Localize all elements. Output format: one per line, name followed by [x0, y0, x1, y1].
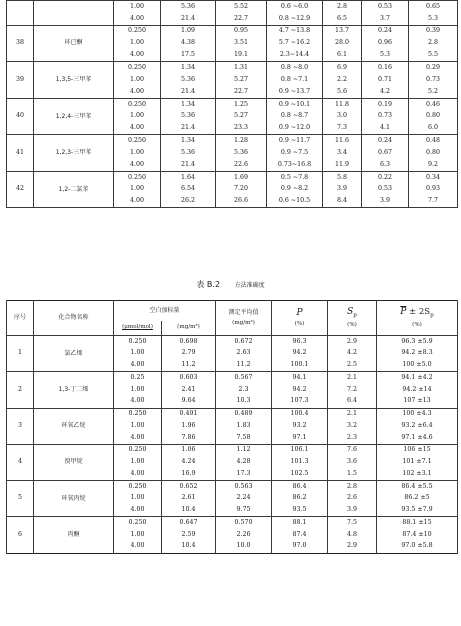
table-row — [7, 98, 458, 110]
table-cell: 9.75 — [216, 505, 272, 517]
header-no: 序号 — [7, 301, 34, 336]
table-cell: 4.00 — [114, 360, 162, 372]
table-cell: 7.6 — [328, 444, 377, 456]
compound-number: 3 — [7, 408, 34, 444]
table-cell: 94.2 ±8.3 — [377, 348, 458, 360]
table-cell: 1.00 — [114, 147, 161, 159]
table-cell: 19.1 — [216, 49, 267, 61]
table-cell: 7.7 — [409, 196, 458, 208]
table-cell: 5.27 — [216, 74, 267, 86]
table-cell: 5.5 — [409, 49, 458, 61]
table-cell: 0.80 — [409, 147, 458, 159]
table-cell: 4.00 — [114, 196, 161, 208]
header-spike-unit-mg: (mg/m³) — [162, 321, 216, 336]
table-cell: 5.6 — [323, 86, 362, 98]
table-cell: 17.5 — [161, 49, 216, 61]
table-cell: 2.3~14.4 — [267, 49, 323, 61]
table-row — [7, 171, 458, 183]
table-cell: 2.24 — [216, 493, 272, 505]
table-cell: 23.3 — [216, 122, 267, 134]
table-cell: 3.9 — [328, 505, 377, 517]
header-p-symbol: P — [296, 307, 303, 318]
table-cell: 93.2 ±6.4 — [377, 420, 458, 432]
table-cell: 22.7 — [216, 86, 267, 98]
table-cell: 94.1 ±4.2 — [377, 372, 458, 384]
table-cell: 10.3 — [216, 396, 272, 408]
table-cell: 0.9 ~8.2 — [267, 184, 323, 196]
table-cell: 2.1 — [328, 408, 377, 420]
table-cell: 4.00 — [114, 541, 162, 553]
table-cell: 22.7 — [216, 13, 267, 25]
header-ci-unit: (%) — [412, 321, 422, 328]
table-cell: 0.489 — [216, 408, 272, 420]
header-s-unit: (%) — [347, 321, 357, 328]
table-cell: 5.52 — [216, 1, 267, 13]
table-cell: 86.4 — [272, 481, 328, 493]
table-cell: 5.36 — [161, 74, 216, 86]
table-cell: 106 ±15 — [377, 444, 458, 456]
table-cell: 0.250 — [114, 408, 162, 420]
table-cell: 6.4 — [328, 396, 377, 408]
table-cell: 4.00 — [114, 468, 162, 480]
table-row — [7, 481, 458, 493]
table-cell: 0.8 ~8.0 — [267, 62, 323, 74]
table-cell: 4.24 — [162, 457, 216, 469]
header-sp — [328, 301, 377, 336]
compound-name: 环已酮 — [34, 25, 114, 62]
table-cell: 0.250 — [114, 62, 161, 74]
table-cell: 5.2 — [409, 86, 458, 98]
table-cell: 1.00 — [114, 348, 162, 360]
table-cell: 0.9 ~12.0 — [267, 122, 323, 134]
table-b2-caption: 方法准确度 — [234, 282, 265, 289]
table-cell: 9.64 — [162, 396, 216, 408]
table-cell: 0.53 — [362, 184, 409, 196]
table-cell: 1.00 — [114, 184, 161, 196]
table-cell: 3.7 — [362, 13, 409, 25]
table-cell: 0.8 ~8.7 — [267, 111, 323, 123]
table-cell: 100 ±5.0 — [377, 360, 458, 372]
header-measured-unit: (mg/m³) — [232, 319, 255, 326]
compound-number: 4 — [7, 444, 34, 480]
table-cell: 97.0 — [272, 541, 328, 553]
table-cell: 3.4 — [323, 147, 362, 159]
table-cell: 7.86 — [162, 432, 216, 444]
compound-name: 环氧丙烷 — [34, 481, 114, 517]
table-cell: 2.2 — [323, 74, 362, 86]
table-cell: 0.250 — [114, 517, 162, 529]
table-cell: 3.2 — [328, 420, 377, 432]
table-cell: 2.26 — [216, 529, 272, 541]
compound-number: 2 — [7, 372, 34, 408]
table-cell: 0.16 — [362, 62, 409, 74]
table-cell: 97.1 — [272, 432, 328, 444]
table-cell: 1.69 — [216, 171, 267, 183]
table-cell: 3.9 — [323, 184, 362, 196]
table-cell: 2.9 — [328, 541, 377, 553]
table-cell: 4.28 — [216, 457, 272, 469]
compound-number: 6 — [7, 517, 34, 553]
table-cell: 2.3 — [328, 432, 377, 444]
table-cell: 3.51 — [216, 38, 267, 50]
table-row — [7, 444, 458, 456]
table-cell: 4.2 — [328, 348, 377, 360]
table-cell: 0.563 — [216, 481, 272, 493]
table-cell: 4.00 — [114, 86, 161, 98]
table-cell: 0.19 — [362, 98, 409, 110]
table-cell: 1.00 — [114, 420, 162, 432]
header-p-unit: (%) — [294, 320, 305, 327]
table-cell: 2.41 — [162, 384, 216, 396]
header-ci-text: ± 2S — [406, 306, 431, 317]
table-row — [7, 135, 458, 147]
table-cell: 87.4 — [272, 529, 328, 541]
header-compound: 化合物名称 — [34, 301, 114, 336]
table-b2-title — [0, 279, 461, 290]
table-cell: 6.1 — [323, 49, 362, 61]
table-cell: 97.1 ±4.6 — [377, 432, 458, 444]
table-b2 — [6, 300, 458, 554]
table-b1-continued — [6, 0, 458, 208]
table-cell: 7.58 — [216, 432, 272, 444]
table-cell: 0.250 — [114, 444, 162, 456]
compound-name: 1,2,4-三甲苯 — [34, 98, 114, 135]
table-cell: 4.8 — [328, 529, 377, 541]
compound-name: 1,3,5-三甲苯 — [34, 62, 114, 99]
table-cell: 0.603 — [162, 372, 216, 384]
compound-name: 氯乙烯 — [34, 336, 114, 372]
table-cell: 93.5 ±7.9 — [377, 505, 458, 517]
table-cell: 94.2 — [272, 384, 328, 396]
compound-name: 1,3-丁二烯 — [34, 372, 114, 408]
table-cell: 107 ±13 — [377, 396, 458, 408]
table-cell: 1.34 — [161, 62, 216, 74]
table-cell: 0.9 ~7.5 — [267, 147, 323, 159]
compound-number: 42 — [7, 171, 34, 208]
table-b2-number: 表 B.2 — [196, 280, 221, 289]
table-cell: 10.4 — [162, 541, 216, 553]
table-cell: 0.80 — [409, 111, 458, 123]
compound-name: 溴甲烷 — [34, 444, 114, 480]
compound-number: 5 — [7, 481, 34, 517]
table-cell: 94.1 — [272, 372, 328, 384]
table-cell: 13.7 — [323, 25, 362, 37]
header-p — [272, 301, 328, 336]
table-cell: 6.9 — [323, 62, 362, 74]
table-cell: 7.5 — [328, 517, 377, 529]
table-cell: 100 ±4.3 — [377, 408, 458, 420]
compound-number — [7, 1, 34, 26]
table-cell: 17.3 — [216, 468, 272, 480]
table-cell: 1.64 — [161, 171, 216, 183]
header-s-symbol: S — [347, 306, 354, 317]
table-row — [7, 408, 458, 420]
table-cell: 0.39 — [409, 25, 458, 37]
table-cell: 1.5 — [328, 468, 377, 480]
table-cell: 0.567 — [216, 372, 272, 384]
table-cell: 93.2 — [272, 420, 328, 432]
table-cell: 1.12 — [216, 444, 272, 456]
header-s-sub: p — [353, 312, 357, 319]
compound-name: 1,2-二氯苯 — [34, 171, 114, 208]
table-cell: 3.0 — [323, 111, 362, 123]
table-cell: 7.2 — [328, 384, 377, 396]
table-cell: 0.48 — [409, 135, 458, 147]
table-cell: 4.00 — [114, 432, 162, 444]
table-cell: 5.36 — [216, 147, 267, 159]
table-cell: 0.250 — [114, 481, 162, 493]
table-cell: 2.8 — [323, 1, 362, 13]
table-cell: 5.8 — [323, 171, 362, 183]
table-cell: 1.34 — [161, 135, 216, 147]
table-cell: 26.2 — [161, 196, 216, 208]
table-cell: 0.29 — [409, 62, 458, 74]
table-cell: 28.0 — [323, 38, 362, 50]
table-cell: 7.20 — [216, 184, 267, 196]
table-cell: 101 ±7.1 — [377, 457, 458, 469]
table-cell: 2.8 — [328, 481, 377, 493]
table-cell: 0.9 ~13.7 — [267, 86, 323, 98]
table-cell: 1.00 — [114, 74, 161, 86]
table-cell: 93.5 — [272, 505, 328, 517]
table-cell: 5.3 — [409, 13, 458, 25]
table-cell: 0.25 — [114, 372, 162, 384]
table-cell: 5.36 — [161, 1, 216, 13]
table-cell: 102 ±3.1 — [377, 468, 458, 480]
table-cell: 1.83 — [216, 420, 272, 432]
table-cell: 6.5 — [323, 13, 362, 25]
table-cell: 11.9 — [323, 159, 362, 171]
table-cell: 1.00 — [114, 493, 162, 505]
header-spike-unit-umol: (μmol/mol) — [114, 321, 162, 336]
table-cell: 6.0 — [409, 122, 458, 134]
table-cell: 2.8 — [409, 38, 458, 50]
table-cell: 3.6 — [328, 457, 377, 469]
table-row — [7, 372, 458, 384]
table-cell: 87.4 ±10 — [377, 529, 458, 541]
table-cell: 5.7 ~16.2 — [267, 38, 323, 50]
table-cell: 0.73~16.8 — [267, 159, 323, 171]
table-cell: 9.2 — [409, 159, 458, 171]
table-cell: 0.5 ~7.8 — [267, 171, 323, 183]
table-cell: 0.34 — [409, 171, 458, 183]
table-cell: 4.38 — [161, 38, 216, 50]
table-cell: 0.73 — [362, 111, 409, 123]
table-cell: 0.570 — [216, 517, 272, 529]
table-cell: 88.1 ±15 — [377, 517, 458, 529]
table-row — [7, 62, 458, 74]
table-cell: 0.96 — [362, 38, 409, 50]
table-cell: 4.00 — [114, 505, 162, 517]
table-cell: 0.93 — [409, 184, 458, 196]
table-cell: 0.24 — [362, 25, 409, 37]
header-measured-label: 测定平均值 — [228, 308, 259, 316]
table-row — [7, 1, 458, 13]
compound-name: 1,2,3-三甲苯 — [34, 135, 114, 172]
table-cell: 1.00 — [114, 457, 162, 469]
table-cell: 96.3 ±5.9 — [377, 336, 458, 348]
table-cell: 0.95 — [216, 25, 267, 37]
table-cell: 4.00 — [114, 49, 161, 61]
table-cell: 5.27 — [216, 111, 267, 123]
table-cell: 2.3 — [216, 384, 272, 396]
table-cell: 10.0 — [216, 541, 272, 553]
table-cell: 5.36 — [161, 111, 216, 123]
table-cell: 1.06 — [162, 444, 216, 456]
table-cell: 26.6 — [216, 196, 267, 208]
table-cell: 102.5 — [272, 468, 328, 480]
compound-number: 40 — [7, 98, 34, 135]
table-cell: 2.6 — [328, 493, 377, 505]
table-cell: 11.6 — [323, 135, 362, 147]
table-cell: 1.00 — [114, 38, 161, 50]
table-cell: 0.71 — [362, 74, 409, 86]
table-cell: 0.250 — [114, 98, 161, 110]
table-cell: 0.24 — [362, 135, 409, 147]
table-cell: 0.9 ~11.7 — [267, 135, 323, 147]
table-cell: 4.1 — [362, 122, 409, 134]
compound-name: 环氧乙烷 — [34, 408, 114, 444]
table-cell: 1.96 — [162, 420, 216, 432]
table-cell: 0.8 ~7.1 — [267, 74, 323, 86]
table-cell: 2.63 — [216, 348, 272, 360]
table-cell: 0.250 — [114, 135, 161, 147]
table-cell: 100.4 — [272, 408, 328, 420]
table-cell: 1.00 — [114, 529, 162, 541]
table-cell: 1.25 — [216, 98, 267, 110]
table-cell: 0.65 — [409, 1, 458, 13]
table-cell: 0.6 ~6.0 — [267, 1, 323, 13]
table-cell: 1.00 — [114, 111, 161, 123]
table-cell: 11.2 — [162, 360, 216, 372]
compound-number: 39 — [7, 62, 34, 99]
table-cell: 100.1 — [272, 360, 328, 372]
table-cell: 11.2 — [216, 360, 272, 372]
compound-number: 1 — [7, 336, 34, 372]
table-cell: 101.3 — [272, 457, 328, 469]
table-cell: 21.4 — [161, 159, 216, 171]
table-cell: 0.6 ~10.5 — [267, 196, 323, 208]
table-cell: 86.4 ±5.5 — [377, 481, 458, 493]
table-cell: 107.3 — [272, 396, 328, 408]
table-cell: 4.00 — [114, 13, 161, 25]
table-cell: 0.647 — [162, 517, 216, 529]
table-cell: 21.4 — [161, 13, 216, 25]
table-cell: 5.36 — [161, 147, 216, 159]
table-cell: 1.28 — [216, 135, 267, 147]
header-ci-sub: p — [430, 312, 434, 319]
header-ci-symbol: $\overline{P}$ — [400, 306, 407, 317]
header-spike: 空白加标量 — [114, 301, 216, 322]
table-cell: 0.491 — [162, 408, 216, 420]
table-cell: 96.3 — [272, 336, 328, 348]
table-cell: 0.46 — [409, 98, 458, 110]
table-row — [7, 517, 458, 529]
table-cell: 2.5 — [328, 360, 377, 372]
table-cell: 4.00 — [114, 122, 161, 134]
table-row — [7, 25, 458, 37]
table-cell: 6.54 — [161, 184, 216, 196]
compound-name — [34, 1, 114, 26]
table-cell: 21.4 — [161, 86, 216, 98]
table-cell: 0.652 — [162, 481, 216, 493]
table-cell: 0.53 — [362, 1, 409, 13]
table-cell: 94.2 — [272, 348, 328, 360]
compound-number: 41 — [7, 135, 34, 172]
compound-name: 丙酮 — [34, 517, 114, 553]
table-cell: 22.6 — [216, 159, 267, 171]
table-cell: 0.250 — [114, 336, 162, 348]
table-cell: 10.4 — [162, 505, 216, 517]
table-cell: 8.4 — [323, 196, 362, 208]
table-cell: 0.67 — [362, 147, 409, 159]
table-cell: 0.22 — [362, 171, 409, 183]
table-cell: 2.9 — [328, 336, 377, 348]
table-cell: 1.09 — [161, 25, 216, 37]
table-cell: 86.2 ±5 — [377, 493, 458, 505]
table-cell: 16.9 — [162, 468, 216, 480]
table-cell: 0.698 — [162, 336, 216, 348]
table-cell: 3.9 — [362, 196, 409, 208]
table-cell: 2.59 — [162, 529, 216, 541]
table-cell: 7.3 — [323, 122, 362, 134]
table-cell: 2.79 — [162, 348, 216, 360]
table-cell: 11.8 — [323, 98, 362, 110]
table-cell: 4.2 — [362, 86, 409, 98]
table-cell: 94.2 ±14 — [377, 384, 458, 396]
table-cell: 4.00 — [114, 159, 161, 171]
table-cell: 5.3 — [362, 49, 409, 61]
table-cell: 97.0 ±5.8 — [377, 541, 458, 553]
table-row — [7, 336, 458, 348]
table-cell: 21.4 — [161, 122, 216, 134]
table-cell: 2.61 — [162, 493, 216, 505]
table-cell: 86.2 — [272, 493, 328, 505]
table-cell: 0.73 — [409, 74, 458, 86]
table-cell: 1.34 — [161, 98, 216, 110]
table-cell: 6.3 — [362, 159, 409, 171]
header-ci — [377, 301, 458, 336]
table-cell: 0.8 ~12.9 — [267, 13, 323, 25]
table-cell: 0.250 — [114, 171, 161, 183]
compound-number: 38 — [7, 25, 34, 62]
table-cell: 4.7 ~13.8 — [267, 25, 323, 37]
table-cell: 88.1 — [272, 517, 328, 529]
table-cell: 4.00 — [114, 396, 162, 408]
header-measured — [216, 301, 272, 336]
table-cell: 1.31 — [216, 62, 267, 74]
table-cell: 0.9 ~10.1 — [267, 98, 323, 110]
table-cell: 106.1 — [272, 444, 328, 456]
table-cell: 1.00 — [114, 1, 161, 13]
table-cell: 0.250 — [114, 25, 161, 37]
table-cell: 2.1 — [328, 372, 377, 384]
table-cell: 1.00 — [114, 384, 162, 396]
table-cell: 0.672 — [216, 336, 272, 348]
